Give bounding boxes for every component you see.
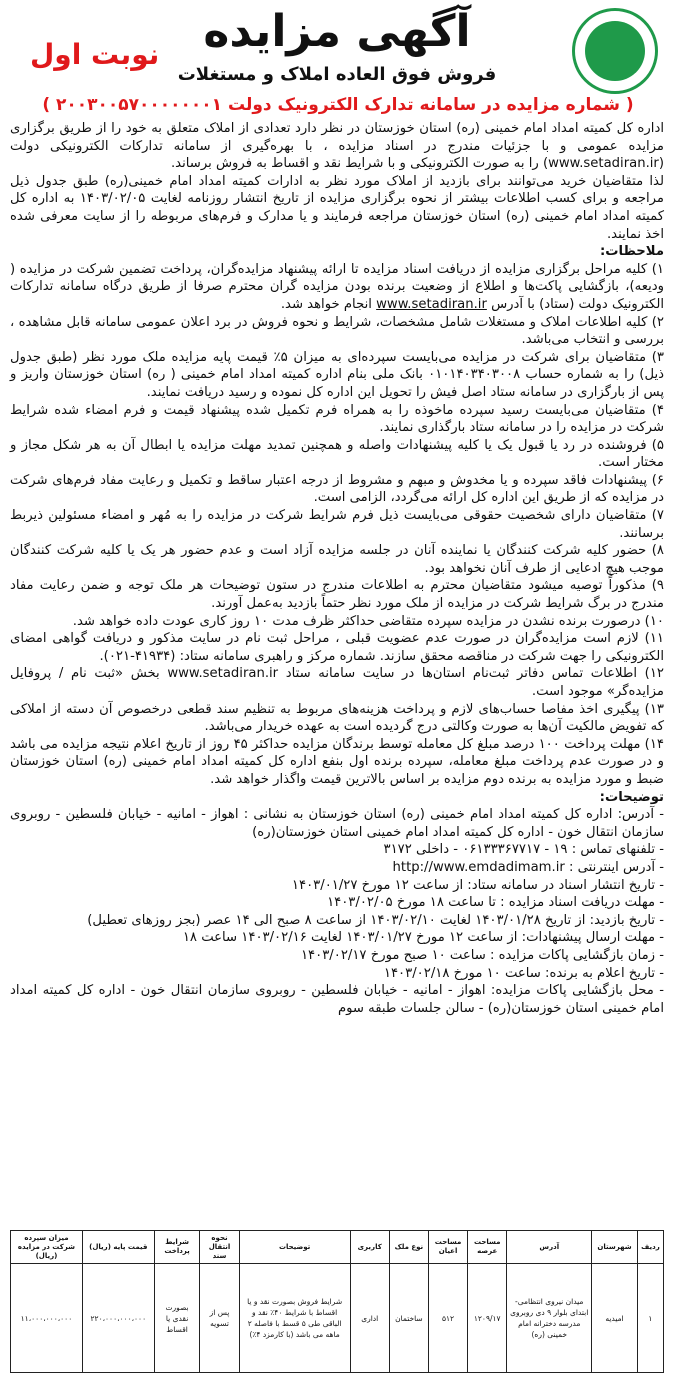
col-deposit-header: میزان سپرده شرکت در مزایده (ریال) — [11, 1231, 83, 1264]
table-header-row — [11, 1231, 664, 1264]
properties-table — [10, 1230, 664, 1373]
note-14: ۱۴) مهلت پرداخت ۱۰۰ درصد مبلغ کل معامله توسط برندگان مزایده حداکثر ۴۵ روز از تاریخ اعلام نتیجه مزایده می باشد و در صورت عدم پرداخت مبلغ معامله، سپرده برنده اول بنفع اداره کل کمیته امداد امام خمینی (ره) استان خوزستان ضبط و مورد مزایده به برنده دوم مزایده بر اساس بالاترین قیمت واگذار خواهد شد. — [10, 736, 664, 787]
note-4: ۴) متقاضیان می‌بایست رسید سپرده ماخوذه را به همراه فرم تکمیل شده پیشنهاد قیمت و فرم امضاء شده شرایط شرکت در مزایده را در سامانه ستاد بارگذاری نمایند. — [10, 402, 664, 436]
cell-city: امیدیه — [592, 1264, 638, 1373]
note-12-link[interactable]: www.setadiran.ir — [167, 666, 279, 682]
notice-body — [10, 120, 664, 1017]
col-address-header: آدرس — [507, 1231, 592, 1264]
cell-deed-transfer: پس از تسویه — [200, 1264, 239, 1373]
note-12-text-a: ۱۲) اطلاعات تماس دفاتر ثبت‌نام استان‌ها در سایت سامانه ستاد — [285, 666, 664, 682]
note-6: ۶) پیشنهادات فاقد سپرده و یا مخدوش و مبهم و مشروط از درجه اعتبار ساقط و تکمیل و رعایت مفاد فرم‌های شرکت در مزایده که از طریق این اداره کل ارائه می‌گردد، الزامی است. — [10, 472, 664, 506]
note-10: ۱۰) درصورت برنده نشدن در مزایده سپرده متقاضی حداکثر ظرف مدت ۱۰ روز کاری عودت داده خواهد شد. — [72, 613, 664, 629]
emdadimam-link[interactable]: http://www.emdadimam.ir — [392, 859, 565, 875]
note-1 — [10, 261, 664, 314]
note-12-text-b: بخش «ثبت نام / پروفایل مزایده‌گر» موجود است. — [10, 666, 664, 699]
intro-paragraph-2: لذا متقاضیان خرید می‌توانند برای بازدید از املاک مورد نظر به ادارات کمیته امداد امام خمینی(ره) طبق جدول ذیل مراجعه و برای کسب اطلاعات بیشتر از نحوه برگزاری مزایده از تاریخ انتشار روزنامه لغایت ۱۴۰۳/۰۲/۰۵ به اداره کل کمیته امداد امام خمینی (ره) استان خوزستان مراجعه فرمایند و یا مدارک و فرم‌های مربوطه را از سایت معرفی شده اخذ نمایند. — [10, 173, 665, 242]
setadiran-link[interactable]: www.setadiran.ir — [548, 156, 659, 172]
notice-title: آگهی مزایده — [203, 6, 471, 57]
col-description-header: توضیحات — [239, 1231, 350, 1264]
cell-land-area: ۱۲۰۹/۱۷ — [468, 1264, 507, 1373]
cell-usage: اداری — [350, 1264, 389, 1373]
notice-header — [10, 0, 664, 120]
cell-row-number: ۱ — [637, 1264, 663, 1373]
note-8: ۸) حضور کلیه شرکت کنندگان یا نماینده آنان در جلسه مزایده آزاد است و عدم حضور هر یک یا کلیه شرکت کنندگان موجب هیچ ادعایی از طرف آنان نخواهد بود. — [10, 543, 664, 576]
explanation-opening-place: - محل بازگشایی پاکات مزایده: اهواز - امانیه - خیابان فلسطین - روبروی سازمان انتقال خون - اداره کل کمیته امداد امام خمینی استان خوزستان(ره) - سالن جلسات طبقه سوم — [10, 983, 664, 1016]
cell-property-type: ساختمان — [389, 1264, 428, 1373]
explanation-website — [10, 859, 664, 877]
explanation-visit-date: - تاریخ بازدید: از تاریخ ۱۴۰۳/۰۱/۲۸ لغایت ۱۴۰۳/۰۲/۱۰ از ساعت ۸ صبح الی ۱۴ عصر (بجز روزهای تعطیل) — [87, 912, 664, 928]
table-row — [11, 1264, 664, 1373]
auction-number: ۲۰۰۳۰۰۵۷۰۰۰۰۰۰۰۱ ) — [42, 95, 223, 115]
explanation-opening-time: - زمان بازگشایی پاکات مزایده : ساعت ۱۰ صبح مورخ ۱۴۰۳/۰۲/۱۷ — [300, 947, 664, 963]
explanation-docs-deadline: - مهلت دریافت اسناد مزایده : تا ساعت ۱۸ مورخ ۱۴۰۳/۰۲/۰۵ — [327, 895, 664, 911]
col-building-area-header: مساحت اعیان — [428, 1231, 467, 1264]
note-2: ۲) کلیه اطلاعات املاک و مستغلات شامل مشخصات، شرایط و نحوه فروش در برد اعلان عمومی سامانه قابل مشاهده ، بررسی و انتخاب می‌باشد. — [10, 314, 664, 348]
explanation-bids-deadline: - مهلت ارسال پیشنهادات: از ساعت ۱۲ مورخ ۱۴۰۳/۰۱/۲۷ لغایت ۱۴۰۳/۰۲/۱۶ ساعت ۱۸ — [182, 930, 664, 946]
notice-subtitle: فروش فوق العاده املاک و مستغلات — [177, 64, 497, 85]
col-row-header: ردیف — [637, 1231, 663, 1264]
note-1-text-a: ۱) کلیه مراحل برگزاری مزایده از دریافت اسناد مزایده تا ارائه پیشنهاد مزایده‌گران، پرداخت تضمین شرکت در مزایده ( ودیعه)، بازگشایی پاکت‌ها و اطلاع از وضعیت برنده بودن مزایده گران محترم صرفا از طریق درگاه سامانه تدارکات الکترونیک دولت (ستاد) با آدرس — [10, 261, 664, 312]
note-1-text-b: انجام خواهد شد. — [280, 296, 372, 312]
col-usage-header: کاربری — [350, 1231, 389, 1264]
col-base-price-header: قیمت پایه (ریال) — [82, 1231, 154, 1264]
col-city-header: شهرستان — [592, 1231, 638, 1264]
website-label: - آدرس اینترنتی : — [569, 859, 664, 875]
note-9: ۹) مذکوراً توصیه میشود متقاضیان محترم به اطلاعات مندرج در ستون توضیحات هر ملک توجه و ضمن رعایت مفاد مندرج در برگ شرایط شرکت در مزایده از ملک مورد نظر حتماً بازدید به‌عمل آورند. — [10, 578, 664, 612]
auction-number-line — [24, 92, 652, 118]
intro-text-a: اداره کل کمیته امداد امام خمینی (ره) استان خوزستان در نظر دارد تعدادی از املاک متعلق به خود را از طریق برگزاری مزایده عمومی و با جزئیات مندرج در اسناد مزایده ، با بهره‌گیری از سامانه تدارکات الکترونیکی دولت ( — [10, 121, 664, 172]
col-payment-terms-header: شرایط پرداخت — [154, 1231, 200, 1264]
properties-table-wrap — [10, 1230, 664, 1373]
explanation-winner-date: - تاریخ اعلام به برنده: ساعت ۱۰ مورخ ۱۴۰۳/۰۲/۱۸ — [383, 965, 664, 981]
notes-heading: ملاحظات: — [599, 244, 664, 260]
note-1-link[interactable]: www.setadiran.ir — [376, 296, 487, 312]
cell-description: شرایط فروش بصورت نقد و یا اقساط با شرایط ۴۰٪ نقد و الباقی طی ۵ قسط با فاصله ۲ ماهه می باشد (با کارمزد ۴٪) — [239, 1264, 350, 1373]
explanations-heading: توضیحات: — [599, 789, 664, 805]
explanation-phones: - تلفنهای تماس : ۱۹ - ۰۶۱۳۳۳۶۷۷۱۷ - داخلی ۳۱۷۲ — [383, 842, 664, 858]
intro-text-b: ) را به صورت الکترونیکی و با شرایط نقد و اقساط به فروش برساند. — [170, 156, 549, 172]
note-13: ۱۳) پیگیری اخذ مفاصا حساب‌های لازم و پرداخت هزینه‌های مربوط به تنظیم سند قطعی درخصوص آن دسته از املاکی که تفویض مالکیت آن‌ها به صورت وکالتی درج گردیده است به عهده خریدار می‌باشد. — [10, 701, 664, 735]
note-12 — [10, 665, 664, 700]
intro-paragraph-1 — [10, 120, 664, 173]
cell-payment-terms: بصورت نقدی یا اقساط — [154, 1264, 200, 1373]
explanation-address: - آدرس: اداره کل کمیته امداد امام خمینی (ره) استان خوزستان به نشانی : اهواز - امانیه - خیابان فلسطین - روبروی سازمان انتقال خون - اداره کل کمیته امداد امام خمینی استان خوزستان(ره) — [10, 807, 664, 840]
note-7: ۷) متقاضیان دارای شخصیت حقوقی می‌بایست ذیل فرم شرایط شرکت در مزایده را به مُهر و امضاء مسئولین ذیربط برسانند. — [10, 508, 664, 541]
col-deed-transfer-header: نحوه انتقال سند — [200, 1231, 239, 1264]
note-3: ۳) متقاضیان برای شرکت در مزایده می‌بایست سپرده‌ای به میزان ۵٪ قیمت پایه مزایده ملک مورد نظر (طبق جدول ذیل) را به شماره حساب ۰۱۰۱۴۰۳۴۰۳۰۰۸ بانک ملی بنام اداره کمیته امداد امام خمینی ( ره) استان خوزستان واریز و پس از بارگزاری در سامانه ستاد اصل فیش را تحویل این اداره کل نموده و رسید دریافت نمایند. — [10, 349, 664, 400]
cell-building-area: ۵۱۲ — [428, 1264, 467, 1373]
auction-number-label: ( شماره مزایده در سامانه تدارک الکترونیک دولت — [227, 95, 634, 115]
cell-address: میدان نیروی انتظامی- ابتدای بلوار ۹ دی روبروی مدرسه دخترانه امام خمینی (ره) — [507, 1264, 592, 1373]
cell-deposit: ۱۱،۰۰۰،۰۰۰،۰۰۰ — [11, 1264, 83, 1373]
cell-base-price: ۲۲۰،۰۰۰،۰۰۰،۰۰۰ — [82, 1264, 154, 1373]
col-property-type-header: نوع ملک — [389, 1231, 428, 1264]
col-land-area-header: مساحت عرصه — [468, 1231, 507, 1264]
note-11: ۱۱) لازم است مزایده‌گران در صورت عدم عضویت قبلی ، مراحل ثبت نام در سایت مذکور و دریافت گواهی امضای الکترونیکی را جهت شرکت در مناقصه محقق سازند. شماره مرکز و راهبری سامانه ستاد: (۴۱۹۳۴-۰۲۱). — [10, 631, 664, 664]
explanation-publish-date: - تاریخ انتشار اسناد در سامانه ستاد: از ساعت ۱۲ مورخ ۱۴۰۳/۰۱/۲۷ — [291, 877, 664, 893]
note-5: ۵) فروشنده در رد یا قبول یک یا کلیه پیشنهادات واصله و همچنین تمدید مهلت مزایده یا ابطال آن به هر شکل مجاز و مختار است. — [10, 437, 664, 471]
round-label: نوبت اول — [30, 38, 160, 71]
